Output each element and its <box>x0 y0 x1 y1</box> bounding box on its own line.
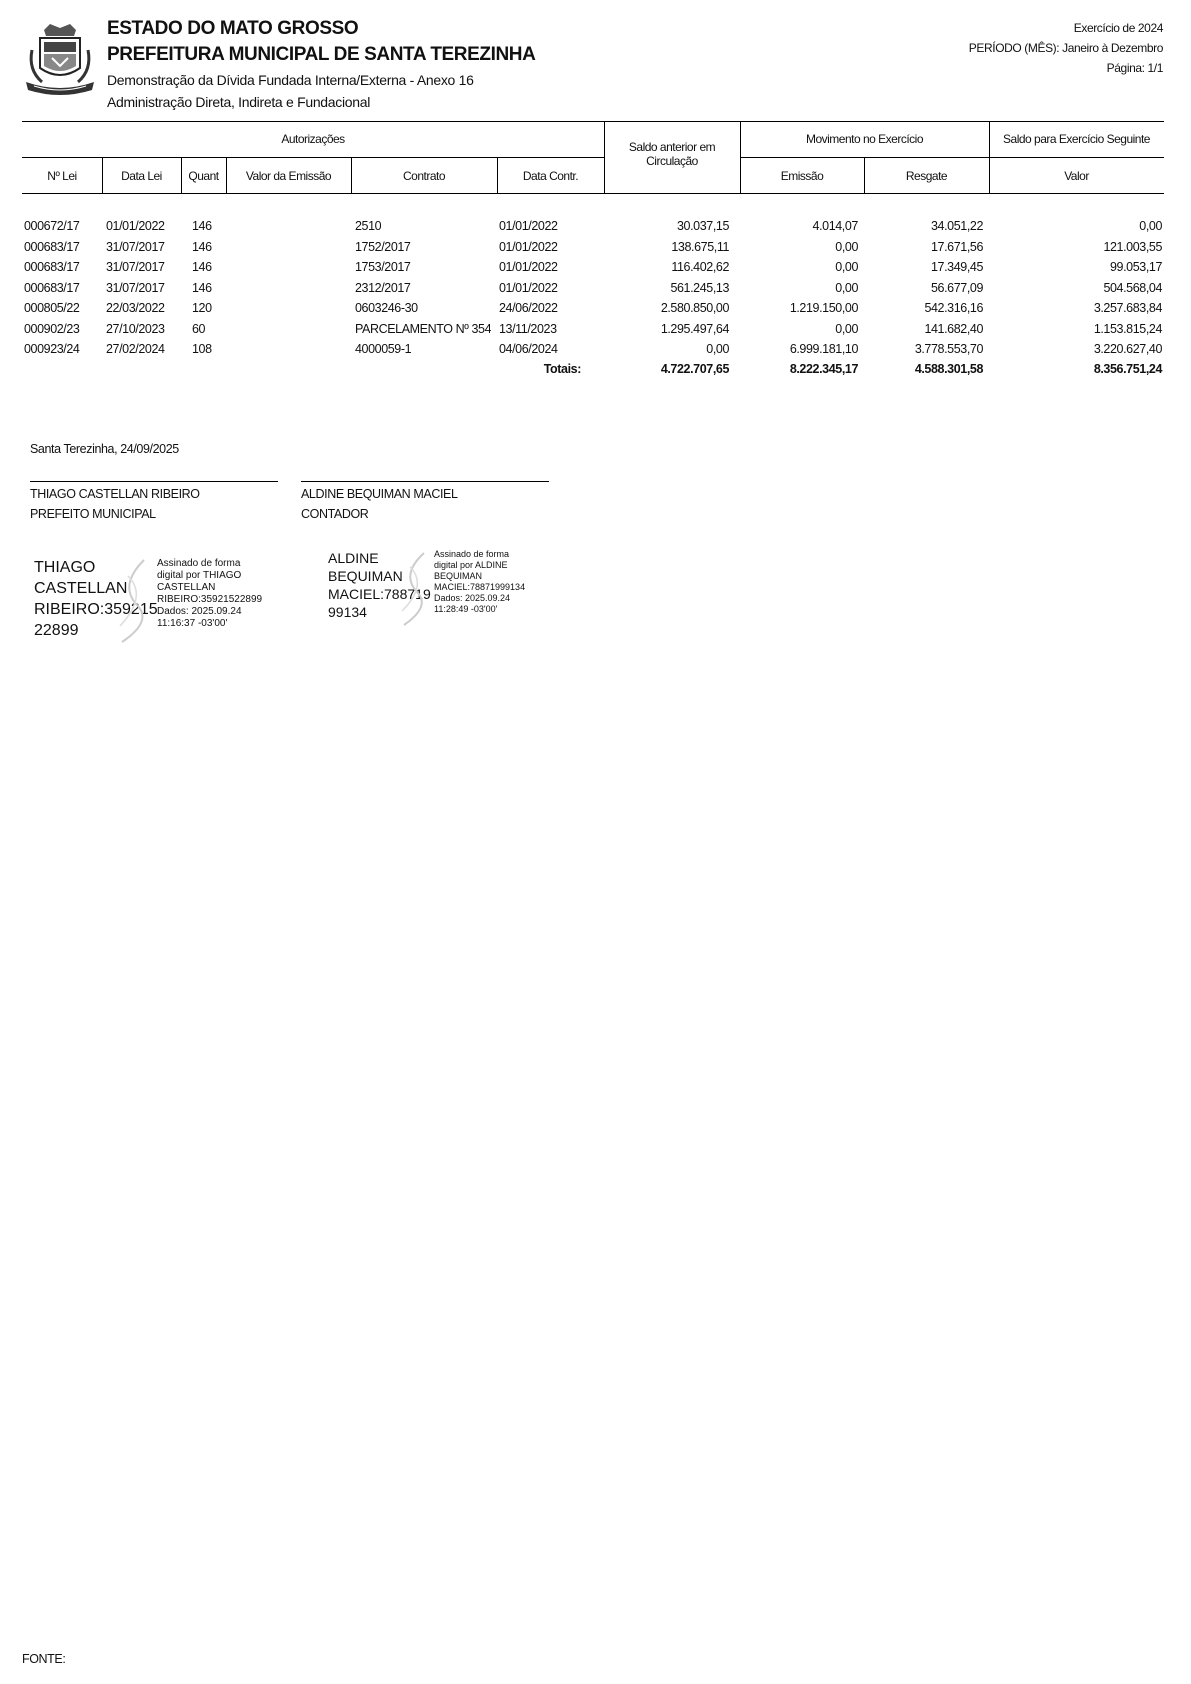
cell-emission: 0,00 <box>835 280 858 295</box>
cell-next-balance: 3.257.683,84 <box>1093 301 1162 315</box>
cell-redemption: 3.778.553,70 <box>914 342 983 356</box>
cell-law-date: 27/02/2024 <box>106 342 165 356</box>
cell-contract: 1753/2017 <box>355 260 411 274</box>
table-header-bottom-rule <box>22 193 1164 194</box>
cell-quantity: 146 <box>192 280 212 295</box>
coat-of-arms-logo <box>24 20 96 98</box>
signature-line-2 <box>301 481 549 482</box>
table-top-rule <box>22 121 1164 122</box>
cell-quantity: 108 <box>192 342 212 356</box>
cell-previous-balance: 561.245,13 <box>670 280 729 295</box>
cell-next-balance: 504.568,04 <box>1103 280 1162 295</box>
group-header-next-balance: Saldo para Exercício Seguinte <box>1003 132 1150 146</box>
group-header-movement: Movimento no Exercício <box>805 132 924 146</box>
cell-contract-date: 13/11/2023 <box>499 321 557 336</box>
cell-contract: 2510 <box>355 219 382 233</box>
cell-law-number: 000683/17 <box>24 280 80 295</box>
cell-law-number: 000672/17 <box>24 219 80 233</box>
col-header-law-number: Nº Lei <box>47 169 77 183</box>
cell-emission: 6.999.181,10 <box>789 342 858 356</box>
cell-previous-balance: 116.402,62 <box>671 260 729 274</box>
exercise-year: Exercício de 2024 <box>1073 21 1163 35</box>
cell-law-date: 31/07/2017 <box>106 280 165 295</box>
cell-previous-balance: 1.295.497,64 <box>660 321 729 336</box>
cell-emission: 1.219.150,00 <box>789 301 858 315</box>
cell-quantity: 146 <box>192 260 212 274</box>
table-row <box>0 281 1191 301</box>
cell-emission: 0,00 <box>835 260 858 274</box>
cell-contract: 1752/2017 <box>355 239 411 254</box>
signatory-1-role: PREFEITO MUNICIPAL <box>30 507 156 521</box>
signature-line-1 <box>30 481 278 482</box>
cell-law-date: 31/07/2017 <box>106 239 165 254</box>
signature-watermark-icon <box>108 556 154 646</box>
digital-signature-2-name: ALDINE BEQUIMAN MACIEL:788719 99134 <box>328 550 431 620</box>
cell-previous-balance: 0,00 <box>706 342 729 356</box>
total-next-balance: 8.356.751,24 <box>1093 362 1162 376</box>
cell-redemption: 141.682,40 <box>924 321 983 336</box>
cell-redemption: 542.316,16 <box>924 301 983 315</box>
col-header-redemption: Resgate <box>905 169 948 183</box>
table-row <box>0 301 1191 321</box>
total-emission: 8.222.345,17 <box>789 362 858 376</box>
cell-next-balance: 121.003,55 <box>1103 239 1162 254</box>
cell-emission: 0,00 <box>835 239 858 254</box>
table-row <box>0 219 1191 239</box>
authorizations-rule <box>22 157 604 158</box>
total-redemption: 4.588.301,58 <box>914 362 983 376</box>
totals-row <box>0 362 1191 382</box>
signatory-1-name: THIAGO CASTELLAN RIBEIRO <box>30 487 200 501</box>
col-header-law-date: Data Lei <box>121 169 162 183</box>
cell-next-balance: 0,00 <box>1139 219 1162 233</box>
cell-law-number: 000902/23 <box>24 321 80 336</box>
col-header-contract: Contrato <box>402 169 446 183</box>
col-header-contract-date: Data Contr. <box>522 169 579 183</box>
digital-signature-1-name: THIAGO CASTELLAN RIBEIRO:359215 22899 <box>34 559 158 639</box>
movement-rule <box>740 157 1164 158</box>
cell-quantity: 146 <box>192 219 212 233</box>
cell-law-date: 01/01/2022 <box>106 219 165 233</box>
cell-redemption: 34.051,22 <box>930 219 983 233</box>
cell-law-number: 000923/24 <box>24 342 80 356</box>
cell-contract: PARCELAMENTO Nº 354 <box>355 321 492 336</box>
state-name: ESTADO DO MATO GROSSO <box>107 18 359 39</box>
col-header-emission-value: Valor da Emissão <box>245 169 332 183</box>
col-header-quantity: Quant <box>188 169 219 183</box>
table-row <box>0 260 1191 280</box>
cell-law-date: 22/03/2022 <box>106 301 165 315</box>
cell-next-balance: 99.053,17 <box>1109 260 1162 274</box>
source-note: FONTE: <box>22 1652 66 1666</box>
cell-contract: 4000059-1 <box>355 342 412 356</box>
signatory-2-name: ALDINE BEQUIMAN MACIEL <box>301 487 458 501</box>
cell-contract-date: 24/06/2022 <box>499 301 558 315</box>
cell-contract-date: 01/01/2022 <box>499 219 558 233</box>
group-header-previous-balance: Saldo anterior em Circulação <box>628 140 716 168</box>
column-divider <box>604 121 605 193</box>
cell-contract-date: 01/01/2022 <box>499 280 558 295</box>
cell-quantity: 146 <box>192 239 212 254</box>
report-period: PERÍODO (MÊS): Janeiro à Dezembro <box>968 41 1163 55</box>
cell-previous-balance: 2.580.850,00 <box>660 301 729 315</box>
totals-label: Totais: <box>543 362 581 376</box>
digital-signature-2-info: Assinado de forma digital por ALDINE BEQUIMAN MACIEL:78871999134 Dados: 2025.09.24 11:28:49 -03'00' <box>434 549 526 614</box>
cell-emission: 4.014,07 <box>812 219 858 233</box>
signature-watermark-icon <box>392 549 432 629</box>
cell-contract-date: 04/06/2024 <box>499 342 558 356</box>
cell-previous-balance: 30.037,15 <box>676 219 729 233</box>
municipality-name: PREFEITURA MUNICIPAL DE SANTA TEREZINHA <box>107 44 536 65</box>
cell-contract: 2312/2017 <box>355 280 411 295</box>
total-previous-balance: 4.722.707,65 <box>660 362 729 376</box>
report-title: Demonstração da Dívida Fundada Interna/Externa - Anexo 16 <box>107 72 474 88</box>
table-row <box>0 240 1191 260</box>
administration-scope: Administração Direta, Indireta e Fundacional <box>107 94 371 110</box>
page-number: Página: 1/1 <box>1106 61 1163 75</box>
cell-quantity: 120 <box>192 301 212 315</box>
cell-emission: 0,00 <box>835 321 858 336</box>
group-header-authorizations: Autorizações <box>281 132 345 146</box>
cell-previous-balance: 138.675,11 <box>671 239 729 254</box>
cell-contract: 0603246-30 <box>355 301 418 315</box>
cell-law-number: 000683/17 <box>24 239 80 254</box>
table-row <box>0 342 1191 362</box>
place-and-date: Santa Terezinha, 24/09/2025 <box>30 442 179 456</box>
table-row <box>0 322 1191 342</box>
cell-law-date: 31/07/2017 <box>106 260 165 274</box>
cell-law-number: 000805/22 <box>24 301 80 315</box>
cell-redemption: 17.349,45 <box>930 260 983 274</box>
signatory-2-role: CONTADOR <box>301 507 369 521</box>
col-header-emission: Emissão <box>780 169 824 183</box>
cell-contract-date: 01/01/2022 <box>499 260 558 274</box>
cell-law-date: 27/10/2023 <box>106 321 165 336</box>
col-header-value: Valor <box>1064 169 1089 183</box>
cell-contract-date: 01/01/2022 <box>499 239 558 254</box>
cell-redemption: 17.671,56 <box>930 239 983 254</box>
digital-signature-1-info: Assinado de forma digital por THIAGO CASTELLAN RIBEIRO:35921522899 Dados: 2025.09.24 11:16:37 -03'00' <box>157 558 263 629</box>
cell-next-balance: 1.153.815,24 <box>1093 321 1162 336</box>
cell-quantity: 60 <box>192 321 206 336</box>
cell-law-number: 000683/17 <box>24 260 80 274</box>
cell-next-balance: 3.220.627,40 <box>1093 342 1162 356</box>
cell-redemption: 56.677,09 <box>930 280 983 295</box>
